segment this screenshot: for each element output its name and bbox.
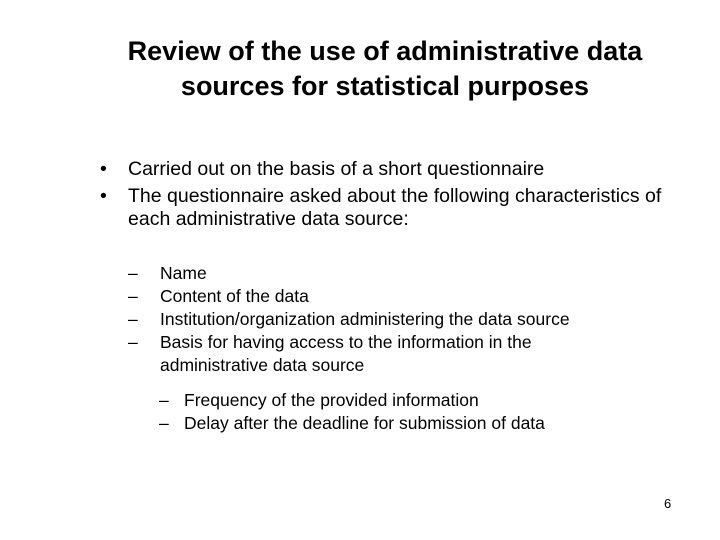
sub-item-text: Content of the data xyxy=(160,286,309,306)
sub-item-text: Basis for having access to the information in the administrative data source xyxy=(160,332,532,375)
sub-item-text: Delay after the deadline for submission of data xyxy=(184,413,545,433)
bullet-item xyxy=(100,185,668,231)
sub-item-text: Name xyxy=(160,263,207,283)
bullet-item xyxy=(100,158,668,181)
dash-icon: – xyxy=(128,309,138,329)
bullet-dot-icon: • xyxy=(100,158,107,180)
dash-icon: – xyxy=(159,413,169,433)
page-number: 6 xyxy=(664,496,672,511)
sub-list-item xyxy=(159,389,545,412)
slide-title xyxy=(40,34,720,104)
bullet-list xyxy=(100,158,668,235)
dash-icon: – xyxy=(128,263,138,283)
dash-icon: – xyxy=(159,390,169,410)
sub-list-item xyxy=(128,285,640,308)
slide-title-line-1: Review of the use of administrative data xyxy=(127,36,643,66)
bullet-text: Carried out on the basis of a short questionnaire xyxy=(128,158,545,180)
bullet-dot-icon: • xyxy=(100,185,107,207)
sub-list-item xyxy=(159,412,545,435)
sub-item-text: Institution/organization administering the data source xyxy=(160,309,570,329)
sub-list-item xyxy=(128,331,640,377)
sub-list-group-a xyxy=(128,262,640,377)
dash-icon: – xyxy=(128,332,138,352)
slide-title-line-2: sources for statistical purposes xyxy=(180,71,590,101)
sub-list-item xyxy=(128,262,640,285)
sub-list-item xyxy=(128,308,640,331)
bullet-text: The questionnaire asked about the following characteristics of each administrative data source: xyxy=(128,185,662,230)
sub-list-group-b xyxy=(159,389,545,435)
dash-icon: – xyxy=(128,286,138,306)
sub-item-text: Frequency of the provided information xyxy=(184,390,479,410)
